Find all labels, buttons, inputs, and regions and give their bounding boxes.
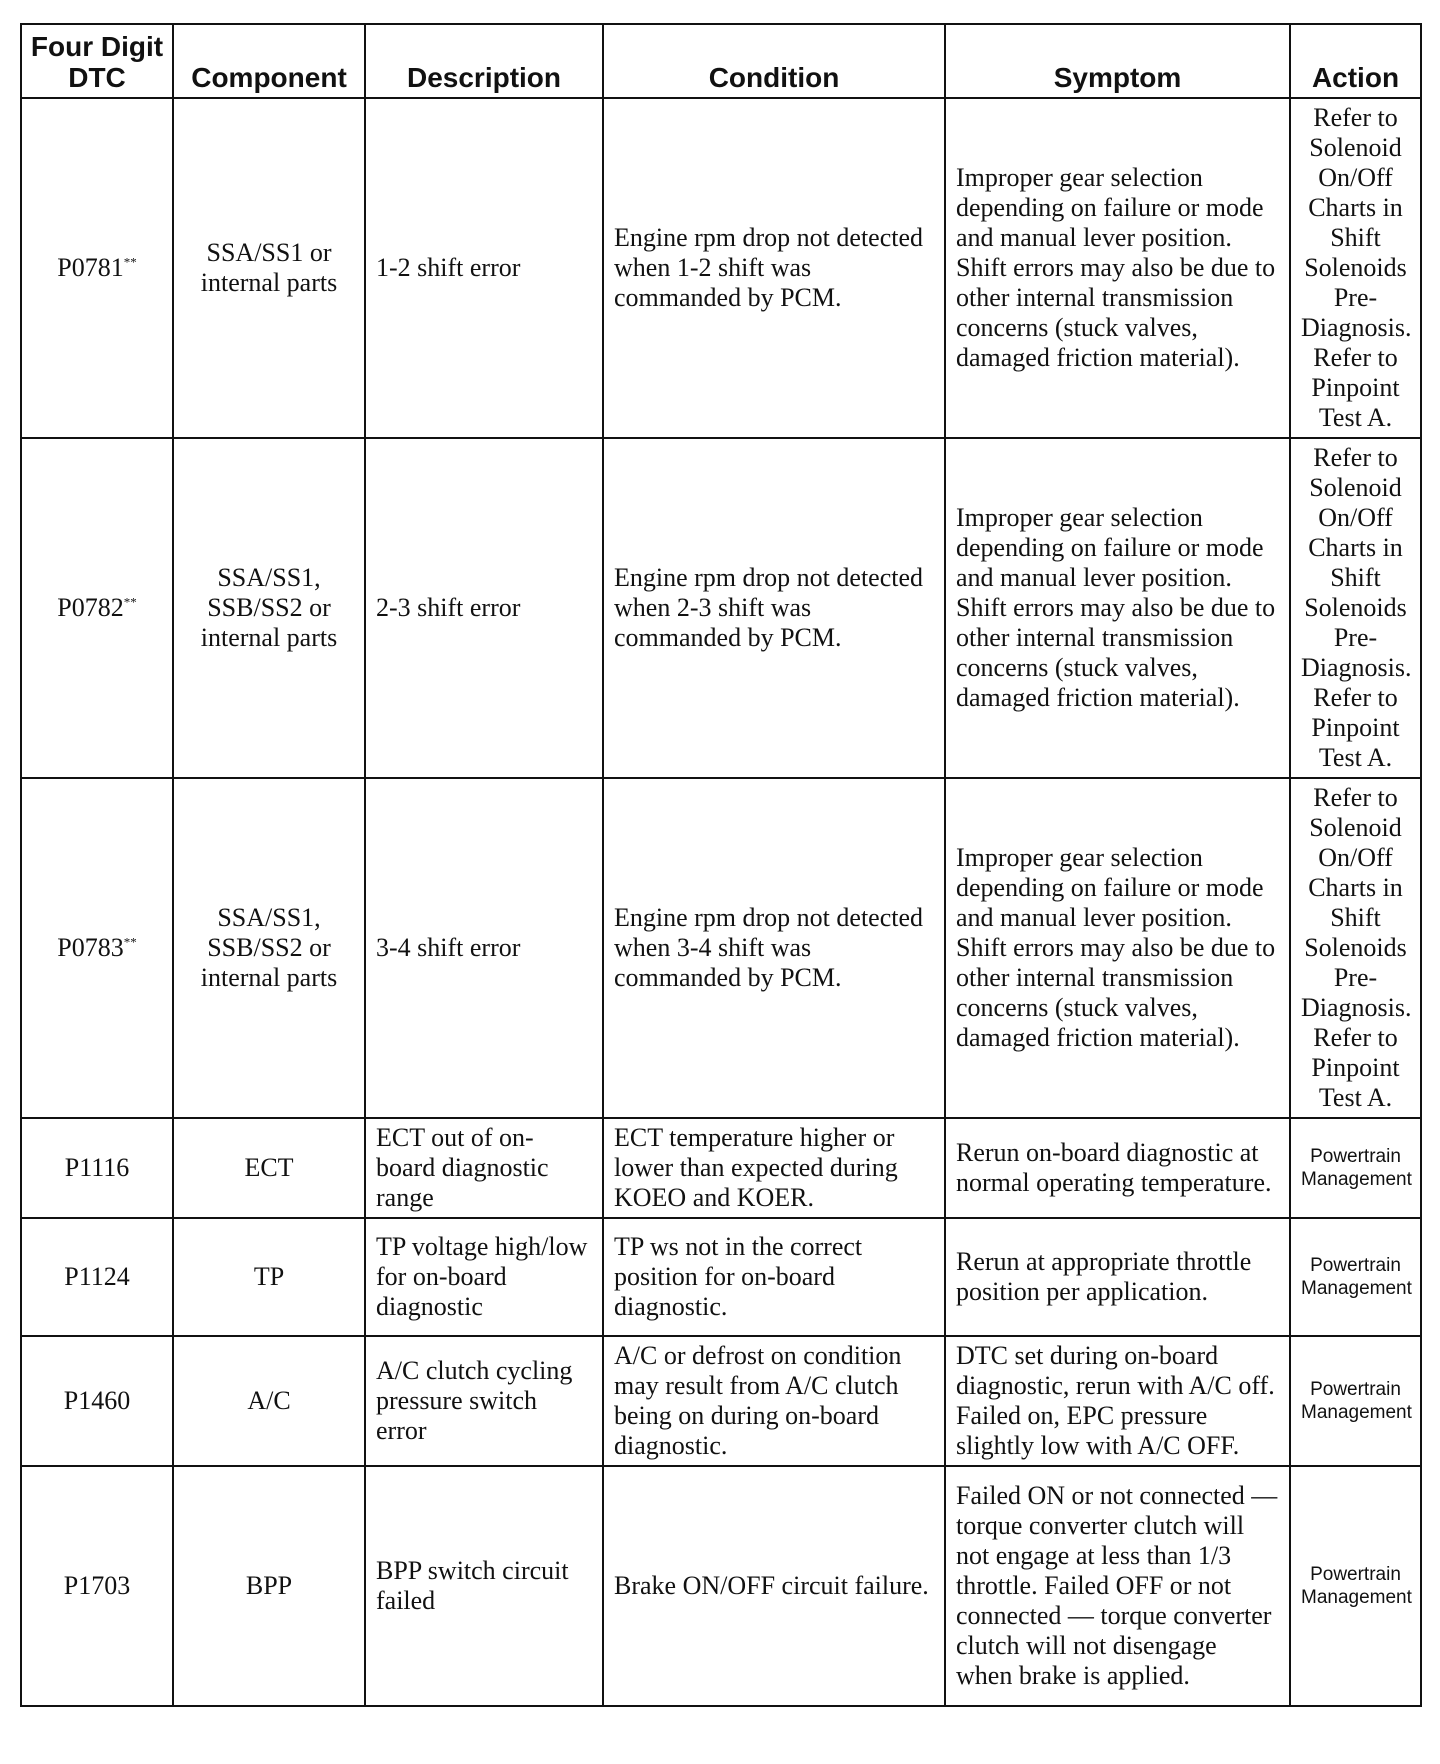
dtc-code-cell	[21, 1336, 173, 1466]
symptom-cell: Improper gear selection depending on failure or mode and manual lever position. Shift errors may also be due to other internal transmission concerns (stuck valves, damaged friction material).	[945, 98, 1290, 438]
header-action: Action	[1290, 24, 1421, 98]
description-cell: BPP switch circuit failed	[365, 1466, 603, 1706]
dtc-code-cell	[21, 1466, 173, 1706]
description-cell: ECT out of on-board diagnostic range	[365, 1118, 603, 1218]
description-cell: 3-4 shift error	[365, 778, 603, 1118]
symptom-cell: Improper gear selection depending on failure or mode and manual lever position. Shift errors may also be due to other internal transmission concerns (stuck valves, damaged friction material).	[945, 778, 1290, 1118]
dtc-code: P0783	[57, 933, 124, 962]
symptom-cell: DTC set during on-board diagnostic, rerun with A/C off. Failed on, EPC pressure slightly low with A/C OFF.	[945, 1336, 1290, 1466]
description-cell: A/C clutch cycling pressure switch error	[365, 1336, 603, 1466]
dtc-code: P1460	[63, 1386, 131, 1415]
component-cell: SSA/SS1 or internal parts	[173, 98, 365, 438]
dtc-table-container	[20, 23, 1420, 1707]
dtc-code: P0782	[57, 593, 124, 622]
dtc-code-cell	[21, 98, 173, 438]
description-cell: 2-3 shift error	[365, 438, 603, 778]
component-cell: BPP	[173, 1466, 365, 1706]
condition-cell: A/C or defrost on condition may result from A/C clutch being on during on-board diagnostic.	[603, 1336, 945, 1466]
header-description: Description	[365, 24, 603, 98]
dtc-footnote-marker: **	[123, 934, 137, 950]
symptom-cell: Rerun at appropriate throttle position per application.	[945, 1218, 1290, 1336]
dtc-code: P1116	[64, 1153, 130, 1182]
description-cell: 1-2 shift error	[365, 98, 603, 438]
symptom-cell: Improper gear selection depending on failure or mode and manual lever position. Shift errors may also be due to other internal transmission concerns (stuck valves, damaged friction material).	[945, 438, 1290, 778]
condition-cell: Engine rpm drop not detected when 1-2 shift was commanded by PCM.	[603, 98, 945, 438]
dtc-code: P1124	[64, 1262, 130, 1291]
action-cell: Powertrain Management	[1290, 1218, 1421, 1336]
table-row	[21, 1336, 1421, 1466]
component-cell: SSA/SS1, SSB/SS2 or internal parts	[173, 438, 365, 778]
action-cell: Refer to Solenoid On/Off Charts in Shift Solenoids Pre-Diagnosis. Refer to Pinpoint Test A.	[1290, 778, 1421, 1118]
table-row	[21, 438, 1421, 778]
action-cell: Refer to Solenoid On/Off Charts in Shift Solenoids Pre-Diagnosis. Refer to Pinpoint Test A.	[1290, 438, 1421, 778]
dtc-footnote-marker: **	[123, 254, 137, 270]
component-cell: TP	[173, 1218, 365, 1336]
component-cell: ECT	[173, 1118, 365, 1218]
action-cell: Powertrain Management	[1290, 1336, 1421, 1466]
component-cell: A/C	[173, 1336, 365, 1466]
dtc-table	[20, 23, 1422, 1707]
dtc-code-cell	[21, 438, 173, 778]
condition-cell: TP ws not in the correct position for on-board diagnostic.	[603, 1218, 945, 1336]
condition-cell: Engine rpm drop not detected when 2-3 shift was commanded by PCM.	[603, 438, 945, 778]
action-cell: Powertrain Management	[1290, 1466, 1421, 1706]
dtc-code-cell	[21, 1118, 173, 1218]
table-row	[21, 778, 1421, 1118]
header-condition: Condition	[603, 24, 945, 98]
action-cell: Powertrain Management	[1290, 1118, 1421, 1218]
table-row	[21, 1466, 1421, 1706]
symptom-cell: Failed ON or not connected — torque converter clutch will not engage at less than 1/3 throttle. Failed OFF or not connected — torque converter clutch will not disengage when brake is applied.	[945, 1466, 1290, 1706]
dtc-footnote-marker: **	[123, 594, 137, 610]
dtc-code-cell	[21, 778, 173, 1118]
header-symptom: Symptom	[945, 24, 1290, 98]
table-row	[21, 1218, 1421, 1336]
table-row	[21, 98, 1421, 438]
condition-cell: ECT temperature higher or lower than expected during KOEO and KOER.	[603, 1118, 945, 1218]
condition-cell: Engine rpm drop not detected when 3-4 shift was commanded by PCM.	[603, 778, 945, 1118]
symptom-cell: Rerun on-board diagnostic at normal operating temperature.	[945, 1118, 1290, 1218]
header-row	[21, 24, 1421, 98]
header-dtc: Four Digit DTC	[21, 24, 173, 98]
dtc-code: P1703	[63, 1571, 131, 1600]
action-cell: Refer to Solenoid On/Off Charts in Shift Solenoids Pre-Diagnosis. Refer to Pinpoint Test A.	[1290, 98, 1421, 438]
header-component: Component	[173, 24, 365, 98]
dtc-code-cell	[21, 1218, 173, 1336]
description-cell: TP voltage high/low for on-board diagnostic	[365, 1218, 603, 1336]
table-row	[21, 1118, 1421, 1218]
dtc-code: P0781	[57, 253, 124, 282]
condition-cell: Brake ON/OFF circuit failure.	[603, 1466, 945, 1706]
component-cell: SSA/SS1, SSB/SS2 or internal parts	[173, 778, 365, 1118]
